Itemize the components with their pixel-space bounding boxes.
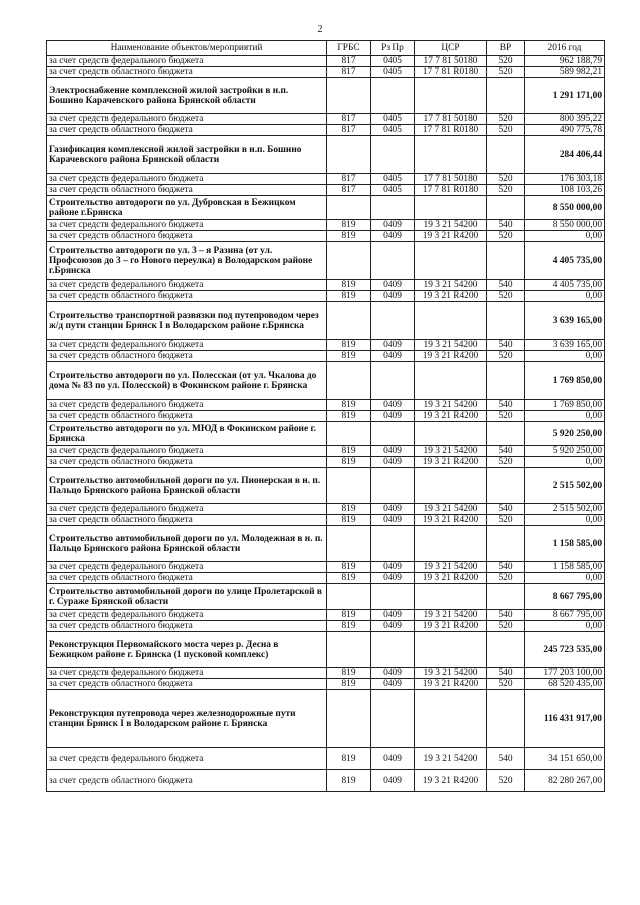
cell-name: Строительство автодороги по ул. 3 – я Разина (от ул. Профсоюзов до 3 – го Нового переулка) в Володарском районе г.Брянска (47, 242, 327, 280)
cell-rzpr: 0405 (371, 185, 415, 196)
table-row-object (47, 468, 605, 504)
cell-rzpr: 0409 (371, 504, 415, 515)
cell-vr (487, 302, 525, 340)
cell-amount: 108 103,26 (525, 185, 605, 196)
cell-csr (415, 362, 487, 400)
cell-csr: 17 7 81 50180 (415, 174, 487, 185)
cell-name: за счет средств областного бюджета (47, 515, 327, 526)
cell-csr: 17 7 81 R0180 (415, 67, 487, 78)
cell-name: за счет средств областного бюджета (47, 185, 327, 196)
cell-name: за счет средств областного бюджета (47, 573, 327, 584)
table-row-object (47, 78, 605, 114)
cell-grbs (327, 690, 371, 748)
cell-amount: 800 395,22 (525, 114, 605, 125)
cell-rzpr: 0409 (371, 668, 415, 679)
cell-grbs: 819 (327, 515, 371, 526)
cell-csr: 19 3 21 R4200 (415, 411, 487, 422)
cell-name: Строительство автомобильной дороги по ул. Молодежная в н. п. Пальцо Брянского района Брянской области (47, 526, 327, 562)
cell-vr (487, 242, 525, 280)
cell-grbs: 819 (327, 220, 371, 231)
cell-rzpr (371, 632, 415, 668)
cell-csr: 17 7 81 R0180 (415, 125, 487, 136)
column-header-grbs: ГРБС (327, 41, 371, 56)
table-row-object (47, 690, 605, 748)
cell-amount: 0,00 (525, 351, 605, 362)
cell-amount: 589 982,21 (525, 67, 605, 78)
cell-vr: 520 (487, 351, 525, 362)
cell-csr: 19 3 21 54200 (415, 340, 487, 351)
cell-amount: 1 158 585,00 (525, 526, 605, 562)
table-row-object (47, 302, 605, 340)
table-row (47, 114, 605, 125)
cell-rzpr: 0409 (371, 400, 415, 411)
cell-name: Строительство автодороги по ул. Дубровская в Бежицком районе г.Брянска (47, 196, 327, 220)
cell-rzpr: 0409 (371, 748, 415, 770)
cell-amount: 3 639 165,00 (525, 340, 605, 351)
cell-rzpr (371, 690, 415, 748)
cell-csr: 19 3 21 R4200 (415, 291, 487, 302)
table-row (47, 185, 605, 196)
cell-name: Строительство автомобильной дороги по улице Пролетарской в г. Сураже Брянской области (47, 584, 327, 610)
cell-vr: 520 (487, 770, 525, 792)
cell-rzpr: 0409 (371, 562, 415, 573)
cell-vr (487, 526, 525, 562)
cell-vr: 520 (487, 125, 525, 136)
cell-grbs: 819 (327, 610, 371, 621)
cell-csr: 19 3 21 R4200 (415, 457, 487, 468)
table-row (47, 231, 605, 242)
table-row-object (47, 422, 605, 446)
cell-rzpr (371, 584, 415, 610)
cell-amount: 962 188,79 (525, 56, 605, 67)
cell-csr (415, 690, 487, 748)
cell-name: за счет средств областного бюджета (47, 621, 327, 632)
cell-name: за счет средств федерального бюджета (47, 446, 327, 457)
cell-grbs (327, 302, 371, 340)
cell-amount: 8 550 000,00 (525, 196, 605, 220)
cell-name: за счет средств федерального бюджета (47, 114, 327, 125)
cell-rzpr: 0409 (371, 770, 415, 792)
table-row-object (47, 632, 605, 668)
cell-name: за счет средств областного бюджета (47, 679, 327, 690)
cell-rzpr: 0405 (371, 174, 415, 185)
cell-vr: 540 (487, 504, 525, 515)
cell-grbs: 819 (327, 748, 371, 770)
table-row (47, 610, 605, 621)
cell-name: Строительство автодороги по ул. МЮД в Фокинском районе г. Брянска (47, 422, 327, 446)
cell-csr (415, 78, 487, 114)
column-header-vr: ВР (487, 41, 525, 56)
cell-amount: 1 769 850,00 (525, 400, 605, 411)
table-row-object (47, 196, 605, 220)
cell-rzpr (371, 242, 415, 280)
cell-amount: 0,00 (525, 573, 605, 584)
cell-vr: 520 (487, 185, 525, 196)
cell-csr: 17 7 81 50180 (415, 56, 487, 67)
cell-name: за счет средств федерального бюджета (47, 340, 327, 351)
cell-grbs: 819 (327, 400, 371, 411)
table-row (47, 770, 605, 792)
cell-rzpr (371, 196, 415, 220)
cell-vr: 540 (487, 610, 525, 621)
cell-vr: 520 (487, 231, 525, 242)
cell-csr: 19 3 21 R4200 (415, 679, 487, 690)
cell-grbs: 819 (327, 679, 371, 690)
cell-name: Строительство автомобильной дороги по ул. Пионерская в н. п. Пальцо Брянского района Брянской области (47, 468, 327, 504)
cell-amount: 0,00 (525, 291, 605, 302)
cell-amount: 0,00 (525, 457, 605, 468)
table-row-object (47, 362, 605, 400)
cell-rzpr: 0409 (371, 291, 415, 302)
cell-grbs: 817 (327, 185, 371, 196)
cell-vr: 520 (487, 679, 525, 690)
cell-rzpr (371, 468, 415, 504)
table-row-object (47, 136, 605, 174)
cell-vr: 520 (487, 291, 525, 302)
cell-vr: 520 (487, 174, 525, 185)
cell-grbs: 817 (327, 125, 371, 136)
cell-name: за счет средств областного бюджета (47, 67, 327, 78)
table-row (47, 280, 605, 291)
cell-csr: 19 3 21 54200 (415, 280, 487, 291)
cell-grbs (327, 632, 371, 668)
cell-amount: 116 431 917,00 (525, 690, 605, 748)
table-row (47, 400, 605, 411)
table-row (47, 515, 605, 526)
cell-rzpr: 0409 (371, 340, 415, 351)
cell-amount: 8 550 000,00 (525, 220, 605, 231)
cell-amount: 4 405 735,00 (525, 242, 605, 280)
cell-rzpr (371, 136, 415, 174)
cell-vr: 520 (487, 573, 525, 584)
cell-grbs (327, 136, 371, 174)
table-row (47, 504, 605, 515)
cell-name: за счет средств федерального бюджета (47, 56, 327, 67)
cell-csr: 19 3 21 R4200 (415, 515, 487, 526)
cell-csr: 19 3 21 R4200 (415, 573, 487, 584)
table-row-object (47, 584, 605, 610)
cell-rzpr (371, 302, 415, 340)
cell-vr: 520 (487, 411, 525, 422)
cell-amount: 177 203 100,00 (525, 668, 605, 679)
table-row (47, 56, 605, 67)
cell-vr (487, 78, 525, 114)
table-row (47, 621, 605, 632)
cell-rzpr: 0409 (371, 679, 415, 690)
cell-grbs: 819 (327, 291, 371, 302)
cell-rzpr: 0405 (371, 125, 415, 136)
cell-csr (415, 196, 487, 220)
cell-grbs (327, 422, 371, 446)
cell-grbs (327, 468, 371, 504)
cell-csr: 19 3 21 54200 (415, 220, 487, 231)
cell-csr: 17 7 81 50180 (415, 114, 487, 125)
cell-name: за счет средств федерального бюджета (47, 504, 327, 515)
cell-vr (487, 632, 525, 668)
cell-rzpr: 0409 (371, 411, 415, 422)
cell-name: за счет средств областного бюджета (47, 351, 327, 362)
cell-rzpr (371, 422, 415, 446)
cell-amount: 68 520 435,00 (525, 679, 605, 690)
cell-name: за счет средств областного бюджета (47, 231, 327, 242)
cell-name: за счет средств областного бюджета (47, 125, 327, 136)
cell-csr: 19 3 21 54200 (415, 504, 487, 515)
cell-csr (415, 632, 487, 668)
cell-vr (487, 584, 525, 610)
cell-vr: 540 (487, 280, 525, 291)
cell-grbs: 817 (327, 67, 371, 78)
cell-grbs: 819 (327, 621, 371, 632)
cell-grbs: 817 (327, 114, 371, 125)
cell-rzpr: 0409 (371, 220, 415, 231)
cell-rzpr (371, 78, 415, 114)
cell-vr (487, 362, 525, 400)
cell-csr (415, 242, 487, 280)
cell-amount: 3 639 165,00 (525, 302, 605, 340)
cell-grbs: 819 (327, 770, 371, 792)
cell-vr (487, 196, 525, 220)
cell-grbs: 817 (327, 174, 371, 185)
cell-name: за счет средств областного бюджета (47, 770, 327, 792)
cell-grbs (327, 242, 371, 280)
cell-amount: 8 667 795,00 (525, 584, 605, 610)
cell-vr (487, 422, 525, 446)
cell-grbs: 819 (327, 411, 371, 422)
cell-vr: 520 (487, 621, 525, 632)
page-number: 2 (317, 24, 323, 35)
cell-csr (415, 302, 487, 340)
cell-csr: 19 3 21 R4200 (415, 770, 487, 792)
cell-amount: 5 920 250,00 (525, 422, 605, 446)
cell-rzpr (371, 526, 415, 562)
cell-name: Электроснабжение комплексной жилой застройки в н.п. Бошино Карачевского района Брянской области (47, 78, 327, 114)
cell-rzpr: 0409 (371, 621, 415, 632)
table-row-object (47, 242, 605, 280)
cell-name: за счет средств федерального бюджета (47, 280, 327, 291)
cell-amount: 1 291 171,00 (525, 78, 605, 114)
cell-csr (415, 584, 487, 610)
cell-csr: 19 3 21 R4200 (415, 231, 487, 242)
cell-vr: 540 (487, 668, 525, 679)
cell-name: за счет средств областного бюджета (47, 457, 327, 468)
cell-rzpr: 0405 (371, 114, 415, 125)
cell-name: за счет средств федерального бюджета (47, 668, 327, 679)
cell-name: Газификация комплексной жилой застройки в н.п. Бошино Карачевского района Брянской области (47, 136, 327, 174)
table-row (47, 446, 605, 457)
cell-amount: 82 280 267,00 (525, 770, 605, 792)
table-row (47, 340, 605, 351)
cell-amount: 8 667 795,00 (525, 610, 605, 621)
table-row (47, 562, 605, 573)
cell-grbs: 817 (327, 56, 371, 67)
table-row (47, 573, 605, 584)
cell-amount: 2 515 502,00 (525, 504, 605, 515)
cell-grbs: 819 (327, 573, 371, 584)
cell-csr: 19 3 21 R4200 (415, 621, 487, 632)
cell-grbs: 819 (327, 231, 371, 242)
table-row (47, 668, 605, 679)
cell-grbs: 819 (327, 668, 371, 679)
cell-amount: 176 303,18 (525, 174, 605, 185)
cell-rzpr: 0409 (371, 446, 415, 457)
cell-rzpr: 0405 (371, 56, 415, 67)
cell-name: за счет средств федерального бюджета (47, 610, 327, 621)
cell-vr: 540 (487, 340, 525, 351)
cell-csr: 19 3 21 54200 (415, 400, 487, 411)
cell-rzpr: 0409 (371, 610, 415, 621)
cell-amount: 1 769 850,00 (525, 362, 605, 400)
cell-name: за счет средств федерального бюджета (47, 174, 327, 185)
cell-csr (415, 422, 487, 446)
cell-grbs (327, 526, 371, 562)
cell-grbs (327, 78, 371, 114)
cell-amount: 0,00 (525, 621, 605, 632)
cell-rzpr (371, 362, 415, 400)
cell-rzpr: 0409 (371, 457, 415, 468)
cell-amount: 0,00 (525, 411, 605, 422)
table-row (47, 679, 605, 690)
table-header-row (47, 41, 605, 56)
cell-amount: 1 158 585,00 (525, 562, 605, 573)
cell-amount: 284 406,44 (525, 136, 605, 174)
cell-grbs: 819 (327, 280, 371, 291)
cell-vr (487, 468, 525, 504)
cell-name: за счет средств областного бюджета (47, 291, 327, 302)
cell-vr: 520 (487, 457, 525, 468)
table-row (47, 291, 605, 302)
cell-vr: 540 (487, 446, 525, 457)
cell-name: Реконструкция Первомайского моста через р. Десна в Бежицком районе г. Брянска (1 пусковой комплекс) (47, 632, 327, 668)
cell-grbs: 819 (327, 340, 371, 351)
cell-rzpr: 0409 (371, 351, 415, 362)
cell-name: Реконструкция путепровода через железнодорожные пути станции Брянск I в Володарском районе г. Брянска (47, 690, 327, 748)
cell-csr: 19 3 21 54200 (415, 748, 487, 770)
cell-name: за счет средств федерального бюджета (47, 400, 327, 411)
cell-name: Строительство автодороги по ул. Полесская (от ул. Чкалова до дома № 83 по ул. Полесской) в Фокинском районе г. Брянска (47, 362, 327, 400)
cell-csr: 19 3 21 54200 (415, 610, 487, 621)
table-row (47, 67, 605, 78)
cell-grbs: 819 (327, 457, 371, 468)
cell-csr: 17 7 81 R0180 (415, 185, 487, 196)
cell-grbs: 819 (327, 504, 371, 515)
cell-vr: 520 (487, 515, 525, 526)
cell-name: за счет средств федерального бюджета (47, 562, 327, 573)
column-header-rzpr: Рз Пр (371, 41, 415, 56)
cell-csr (415, 136, 487, 174)
cell-grbs (327, 584, 371, 610)
cell-name: за счет средств федерального бюджета (47, 220, 327, 231)
table-row (47, 220, 605, 231)
column-header-name: Наименование объектов/мероприятий (47, 41, 327, 56)
cell-grbs (327, 196, 371, 220)
cell-grbs: 819 (327, 351, 371, 362)
budget-table (46, 40, 605, 792)
table-row-object (47, 526, 605, 562)
cell-grbs: 819 (327, 562, 371, 573)
cell-vr: 520 (487, 56, 525, 67)
cell-name: за счет средств федерального бюджета (47, 748, 327, 770)
cell-amount: 4 405 735,00 (525, 280, 605, 291)
column-header-csr: ЦСР (415, 41, 487, 56)
cell-amount: 0,00 (525, 231, 605, 242)
cell-csr: 19 3 21 54200 (415, 668, 487, 679)
table-row (47, 457, 605, 468)
cell-csr: 19 3 21 54200 (415, 446, 487, 457)
cell-rzpr: 0409 (371, 515, 415, 526)
cell-vr (487, 690, 525, 748)
cell-csr: 19 3 21 R4200 (415, 351, 487, 362)
cell-name: Строительство транспортной развязки под путепроводом через ж/д пути станции Брянск I в Володарском районе г.Брянска (47, 302, 327, 340)
cell-amount: 245 723 535,00 (525, 632, 605, 668)
cell-vr: 540 (487, 748, 525, 770)
table-row (47, 125, 605, 136)
cell-amount: 0,00 (525, 515, 605, 526)
cell-rzpr: 0409 (371, 231, 415, 242)
table-row (47, 748, 605, 770)
cell-vr: 540 (487, 400, 525, 411)
cell-grbs: 819 (327, 446, 371, 457)
cell-amount: 5 920 250,00 (525, 446, 605, 457)
cell-vr: 540 (487, 562, 525, 573)
cell-rzpr: 0409 (371, 573, 415, 584)
cell-amount: 2 515 502,00 (525, 468, 605, 504)
cell-grbs (327, 362, 371, 400)
cell-vr: 540 (487, 220, 525, 231)
cell-vr: 520 (487, 114, 525, 125)
cell-vr (487, 136, 525, 174)
cell-csr: 19 3 21 54200 (415, 562, 487, 573)
cell-amount: 34 151 650,00 (525, 748, 605, 770)
cell-rzpr: 0409 (371, 280, 415, 291)
cell-vr: 520 (487, 67, 525, 78)
table-row (47, 174, 605, 185)
cell-rzpr: 0405 (371, 67, 415, 78)
cell-amount: 490 775,78 (525, 125, 605, 136)
table-row (47, 351, 605, 362)
column-header-2016: 2016 год (525, 41, 605, 56)
cell-csr (415, 526, 487, 562)
cell-csr (415, 468, 487, 504)
table-body (47, 56, 605, 792)
cell-name: за счет средств областного бюджета (47, 411, 327, 422)
table-row (47, 411, 605, 422)
